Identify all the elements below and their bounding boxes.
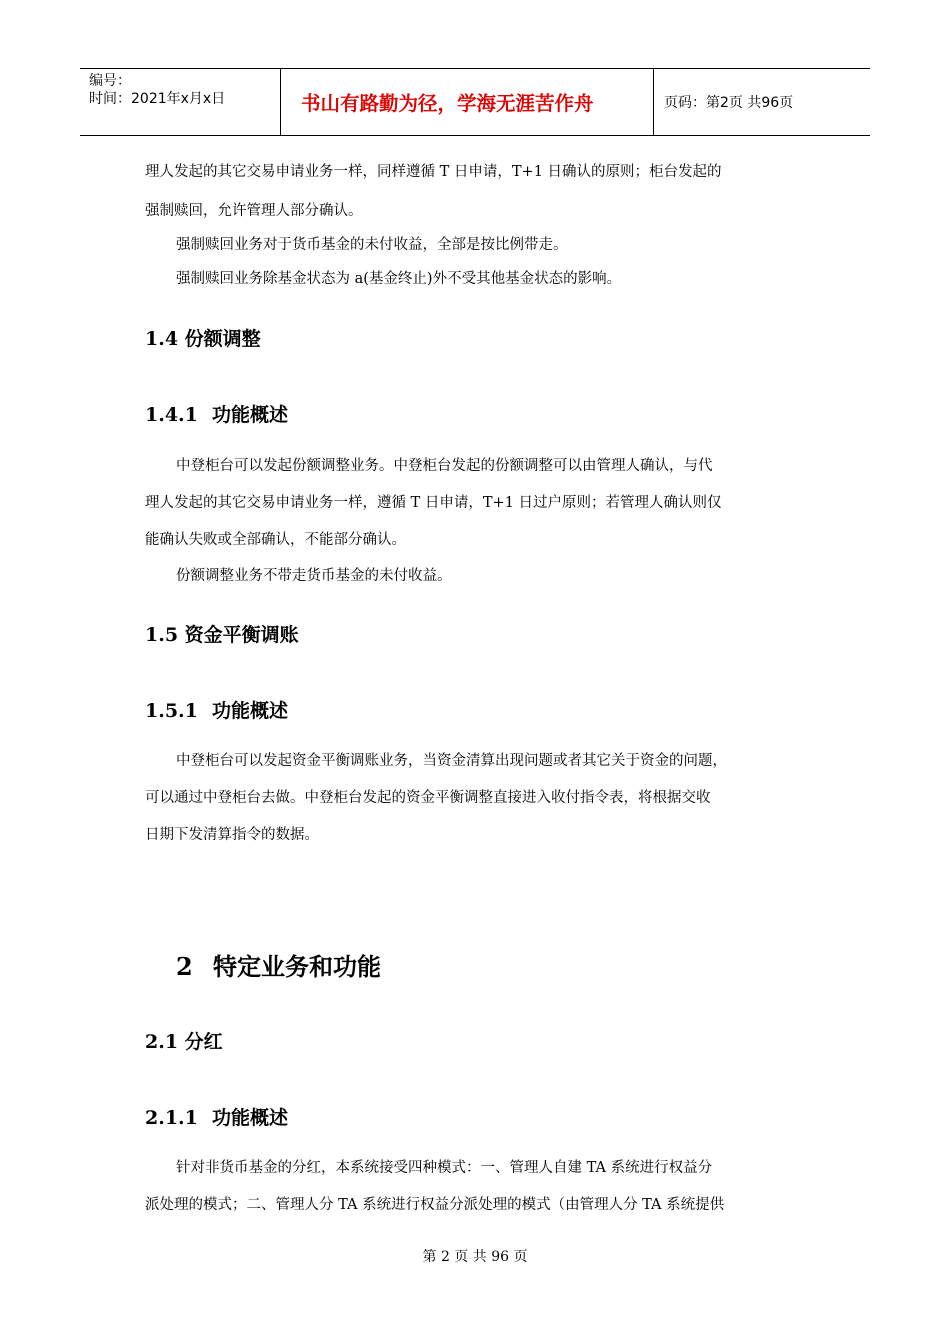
chapter-number: 2	[176, 952, 193, 981]
section-heading-1-4-1	[145, 400, 288, 427]
page-footer: 第 2 页 共 96 页	[422, 1249, 528, 1265]
header-time-label: 时间：2021年x月x日	[89, 91, 226, 107]
section-number: 2.1.1	[145, 1107, 198, 1129]
section-title: 功能概述	[212, 700, 289, 722]
paragraph-line: 理人发起的其它交易申请业务一样，同样遵循 T 日申请，T+1 日确认的原则；柜台发起的	[145, 164, 722, 180]
section-heading-1-5-1	[145, 696, 288, 723]
paragraph-line: 派处理的模式；二、管理人分 TA 系统进行权益分派处理的模式（由管理人分 TA 系统提供	[145, 1197, 725, 1213]
paragraph-line: 日期下发清算指令的数据。	[145, 827, 319, 843]
paragraph-line: 针对非货币基金的分红，本系统接受四种模式：一、管理人自建 TA 系统进行权益分	[176, 1160, 713, 1176]
chapter-title: 特定业务和功能	[213, 952, 381, 981]
chapter-heading-2	[176, 947, 381, 982]
paragraph-line: 强制赎回，允许管理人部分确认。	[145, 203, 363, 219]
header-meta	[80, 69, 281, 135]
paragraph-line: 中登柜台可以发起资金平衡调账业务，当资金清算出现问题或者其它关于资金的问题，	[176, 753, 727, 769]
paragraph-line: 中登柜台可以发起份额调整业务。中登柜台发起的份额调整可以由管理人确认，与代	[176, 458, 713, 474]
paragraph-line: 能确认失败或全部确认，不能部分确认。	[145, 532, 406, 548]
header-number-label: 编号：	[89, 73, 131, 89]
page-header	[80, 68, 870, 136]
paragraph-line: 强制赎回业务对于货币基金的未付收益，全部是按比例带走。	[176, 237, 568, 253]
section-heading-1-4: 1.4 份额调整	[145, 328, 261, 350]
section-title: 功能概述	[212, 1107, 289, 1129]
section-number: 1.5.1	[145, 700, 198, 722]
section-heading-2-1-1	[145, 1103, 288, 1130]
paragraph-line: 强制赎回业务除基金状态为 a(基金终止)外不受其他基金状态的影响。	[176, 271, 622, 287]
paragraph-line: 份额调整业务不带走货币基金的未付收益。	[176, 568, 452, 584]
header-motto: 书山有路勤为径，学海无涯苦作舟	[281, 69, 654, 135]
section-title: 功能概述	[212, 404, 289, 426]
section-heading-2-1: 2.1 分红	[145, 1031, 223, 1053]
section-heading-1-5: 1.5 资金平衡调账	[145, 624, 299, 646]
paragraph-line: 理人发起的其它交易申请业务一样，遵循 T 日申请，T+1 日过户原则；若管理人确认则仅	[145, 495, 722, 511]
paragraph-line: 可以通过中登柜台去做。中登柜台发起的资金平衡调整直接进入收付指令表，将根据交收	[145, 790, 711, 806]
section-number: 1.4.1	[145, 404, 198, 426]
header-page-info: 页码：第2页 共96页	[664, 95, 794, 111]
